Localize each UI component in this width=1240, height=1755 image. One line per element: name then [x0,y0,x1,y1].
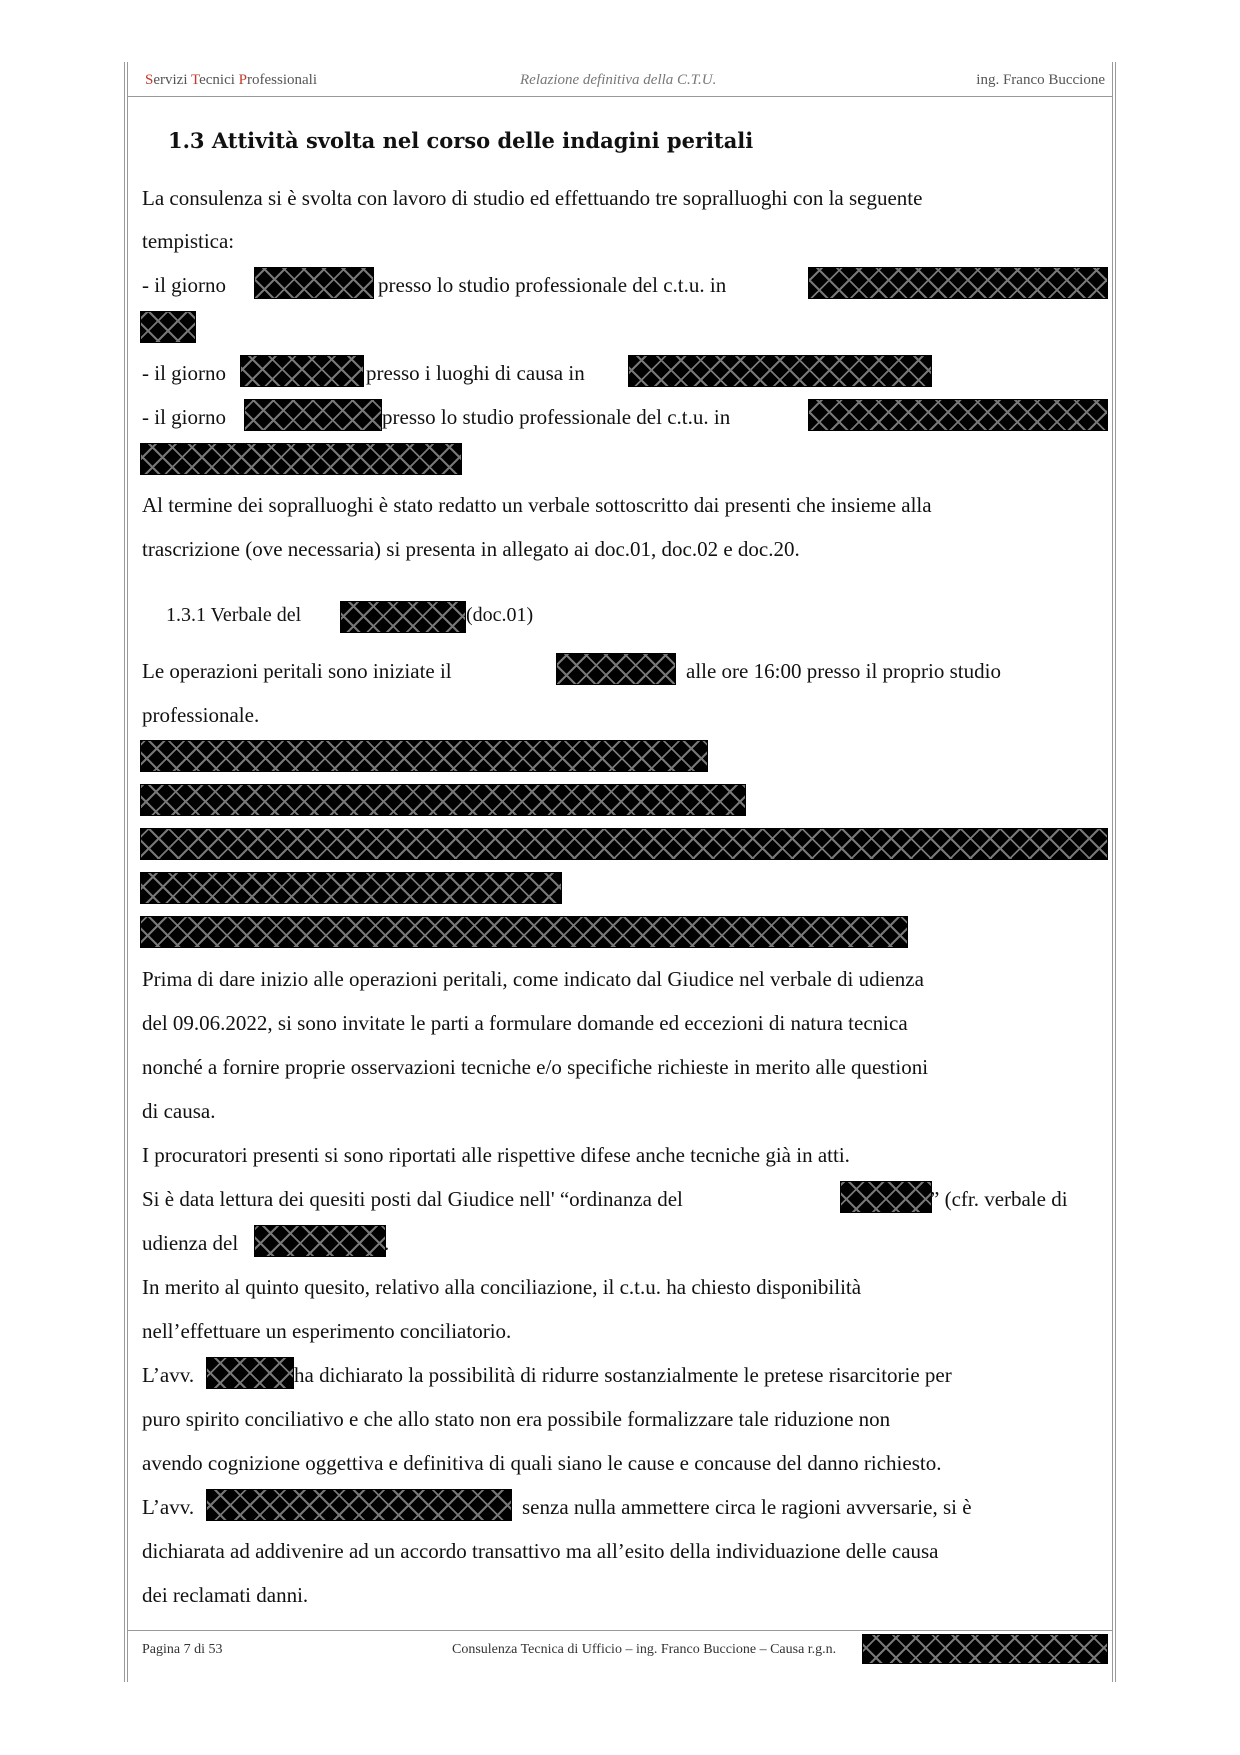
paragraph-line: L’avv. [142,1363,195,1387]
paragraph-line: puro spirito conciliativo e che allo stato non era possibile formalizzare tale riduzione non [142,1407,891,1431]
paragraph-line: Al termine dei sopralluoghi è stato redatto un verbale sottoscritto dai presenti che insieme alla [142,493,932,517]
redaction-block [140,916,908,948]
header-initial-3: P [238,72,247,88]
redaction-block [254,1225,386,1257]
footer-page-number: Pagina 7 di 53 [142,1642,223,1657]
paragraph-line: Si è data lettura dei quesiti posti dal Giudice nell' “ordinanza del [142,1187,683,1211]
redaction-block [808,267,1108,299]
paragraph-line: dei reclamati danni. [142,1583,309,1607]
redaction-block [628,355,932,387]
header-rule [127,96,1113,97]
redaction-block [840,1181,932,1213]
list-item-2-text: presso i luoghi di causa in [366,361,585,385]
paragraph-line: udienza del [142,1231,239,1255]
redaction-block [862,1634,1108,1664]
header-left [145,72,317,89]
header-initial-1: S [145,72,154,88]
redaction-block [244,399,382,431]
paragraph-line: di causa. [142,1099,216,1123]
redaction-block [140,828,1108,860]
redaction-block [206,1357,294,1389]
frame-right-border [1112,62,1116,1682]
paragraph-line: L’avv. [142,1495,195,1519]
redaction-block [206,1489,512,1521]
list-item-1-label: - il giorno [142,273,226,297]
redaction-block [340,601,466,633]
list-item-1-text: presso lo studio professionale del c.t.u. in [378,273,727,297]
header-center: Relazione definitiva della C.T.U. [520,72,717,88]
redaction-block [140,872,562,904]
header-word-2: ecnici [199,72,239,88]
paragraph-line: professionale. [142,703,260,727]
paragraph-line: avendo cognizione oggettiva e definitiva di quali siano le cause e concause del danno richiesto. [142,1451,942,1475]
paragraph-line: La consulenza si è svolta con lavoro di studio ed effettuando tre sopralluoghi con la seguente [142,186,923,210]
header-word-1: ervizi [153,72,191,88]
redaction-block [808,399,1108,431]
paragraph-line: senza nulla ammettere circa le ragioni avversarie, si è [522,1495,972,1519]
paragraph-line: I procuratori presenti si sono riportati alle rispettive difese anche tecniche già in atti. [142,1143,850,1167]
redaction-block [140,311,196,343]
list-item-3-text: presso lo studio professionale del c.t.u. in [382,405,731,429]
paragraph-line: In merito al quinto quesito, relativo alla conciliazione, il c.t.u. ha chiesto disponibilità [142,1275,862,1299]
footer-center: Consulenza Tecnica di Ufficio – ing. Franco Buccione – Causa r.g.n. [452,1642,837,1657]
paragraph-line: Prima di dare inizio alle operazioni peritali, come indicato dal Giudice nel verbale di udienza [142,967,924,991]
header-initial-2: T [190,72,200,88]
paragraph-line: ” (cfr. verbale di [930,1187,1068,1211]
section-heading: 1.3 Attività svolta nel corso delle indagini peritali [168,128,754,153]
frame-left-border [124,62,128,1682]
list-item-3-label: - il giorno [142,405,226,429]
paragraph-line: trascrizione (ove necessaria) si presenta in allegato ai doc.01, doc.02 e doc.20. [142,537,800,561]
list-item-2-label: - il giorno [142,361,226,385]
header-word-3: rofessionali [247,72,317,88]
paragraph-line: alle ore 16:00 presso il proprio studio [686,659,1001,683]
paragraph-line: del 09.06.2022, si sono invitate le parti a formulare domande ed eccezioni di natura tecnica [142,1011,908,1035]
redaction-block [140,443,462,475]
redaction-block [140,740,708,772]
redaction-block [556,653,676,685]
redaction-block [140,784,746,816]
redaction-block [254,267,374,299]
paragraph-line: . [384,1231,390,1255]
paragraph-line: ha dichiarato la possibilità di ridurre sostanzialmente le pretese risarcitorie per [294,1363,952,1387]
subsection-heading-part2: (doc.01) [466,604,534,626]
paragraph-line: Le operazioni peritali sono iniziate il [142,659,452,683]
header-right: ing. Franco Buccione [976,72,1105,88]
redaction-block [240,355,364,387]
paragraph-line: dichiarata ad addivenire ad un accordo transattivo ma all’esito della individuazione delle causa [142,1539,939,1563]
footer-rule [127,1630,1113,1631]
paragraph-line: nell’effettuare un esperimento conciliatorio. [142,1319,512,1343]
subsection-heading-part1: 1.3.1 Verbale del [166,604,302,626]
paragraph-line: nonché a fornire proprie osservazioni tecniche e/o specifiche richieste in merito alle questioni [142,1055,929,1079]
paragraph-line: tempistica: [142,229,235,253]
